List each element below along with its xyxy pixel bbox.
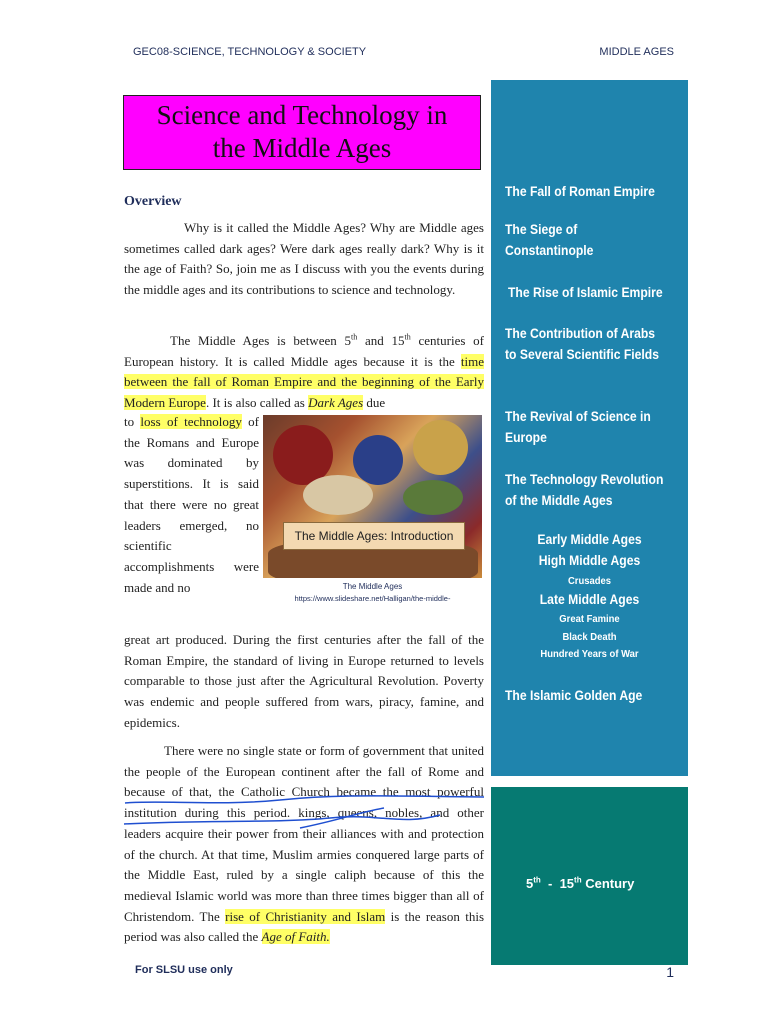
toc-item[interactable]: The Fall of Roman Empire	[505, 184, 655, 199]
p2-text-b: and 15	[357, 333, 405, 348]
title-line-1: Science and Technology in	[156, 100, 448, 130]
p2-highlight-1: time between the fall of Roman Empire and the beginning of the Early Modern Europe	[124, 353, 484, 411]
overview-paragraph-1: Why is it called the Middle Ages? Why are Middle ages sometimes called dark ages? Were dark ages really dark? Why is it the age of Faith? So, join me as I discuss with you the events during the middle ages and its contributions to science and technology.	[124, 220, 484, 298]
p2-text-c: centuries of European history. It is called Middle ages because it is the	[124, 333, 484, 369]
overview-paragraph-2-cont: great art produced. During the first centuries after the fall of the Roman Empire, the standard of living in Europe returned to levels comparable to those just after the Agricultural Revolution. Poverty was endemic and people suffered from wars, piracy, famine, and epidemics.	[124, 632, 484, 730]
p3-text-b: is the reason this period was also called the	[124, 908, 485, 945]
page-number: 1	[666, 964, 674, 980]
p2-sup-1: th	[351, 332, 358, 342]
toc-item[interactable]: The Contribution of Arabs to Several Scientific Fields	[505, 326, 659, 362]
toc-sub-item[interactable]: Great Famine	[559, 613, 620, 625]
toc-item[interactable]: The Siege of Constantinople	[505, 222, 594, 258]
p2-side-highlight: loss of technology	[140, 414, 242, 429]
header-topic: MIDDLE AGES	[599, 46, 674, 58]
century-range-box	[491, 787, 688, 965]
century-c: Century	[581, 876, 635, 891]
image-label: The Middle Ages: Introduction	[283, 522, 465, 550]
toc-item[interactable]: The Technology Revolution of the Middle Ages	[505, 472, 664, 508]
century-b: - 15	[540, 876, 575, 891]
toc-item[interactable]: The Islamic Golden Age	[505, 688, 643, 703]
header-course-title: GEC08-SCIENCE, TECHNOLOGY & SOCIETY	[133, 46, 367, 58]
century-sup-2: th	[574, 875, 582, 885]
footer-note: For SLSU use only	[135, 964, 233, 976]
p2-side-text-a: to	[124, 414, 141, 429]
century-sup-1: th	[533, 875, 541, 885]
p3-highlight-1: rise of Christianity and Islam	[225, 908, 386, 924]
table-of-contents	[491, 80, 688, 776]
p2-sup-2: th	[404, 332, 411, 342]
century-range	[526, 876, 634, 891]
toc-item[interactable]: The Rise of Islamic Empire	[508, 285, 663, 300]
p2-text-e: due	[363, 395, 386, 411]
p3-text-a: There were no single state or form of government that united the people of the European continent after the fall of Rome and because of that, the Catholic Church became the most powerful institution during this period. kings, queens, nobles, and other leaders acquire their power from their alliances with and protection of the church. At that time, Muslim armies conquered large parts of the Middle East, ruled by a single caliph because of this the medieval Islamic world was more than three times bigger than all of Christendom. The	[124, 743, 484, 924]
century-a: 5	[526, 876, 534, 891]
toc-sub-item[interactable]: Early Middle Ages	[537, 532, 642, 547]
toc-sub-item[interactable]: Hundred Years of War	[540, 648, 639, 660]
toc-item[interactable]: The Revival of Science in Europe	[505, 409, 651, 445]
p2-text-d: . It is also called as	[205, 395, 309, 411]
toc-sub-item[interactable]: Crusades	[567, 575, 612, 587]
caption-title: The Middle Ages	[342, 582, 403, 591]
p2-side-text-b: of the Romans and Europe was dominated by superstitions. It is said that there were no great leaders emerged, no scientific accomplishments were made and no	[124, 414, 259, 595]
p2-highlight-2: Dark Ages	[308, 395, 364, 411]
p2-text-a: The Middle Ages is between 5	[170, 333, 351, 348]
overview-heading: Overview	[124, 194, 182, 209]
caption-url: https://www.slideshare.net/Halligan/the-middle-	[294, 594, 451, 603]
title-line-2: the Middle Ages	[212, 133, 392, 163]
toc-sub-item[interactable]: Late Middle Ages	[539, 592, 640, 607]
toc-sub-item[interactable]: Black Death	[562, 631, 617, 643]
toc-sub-item[interactable]: High Middle Ages	[538, 553, 641, 568]
p3-highlight-2: Age of Faith.	[261, 929, 330, 945]
